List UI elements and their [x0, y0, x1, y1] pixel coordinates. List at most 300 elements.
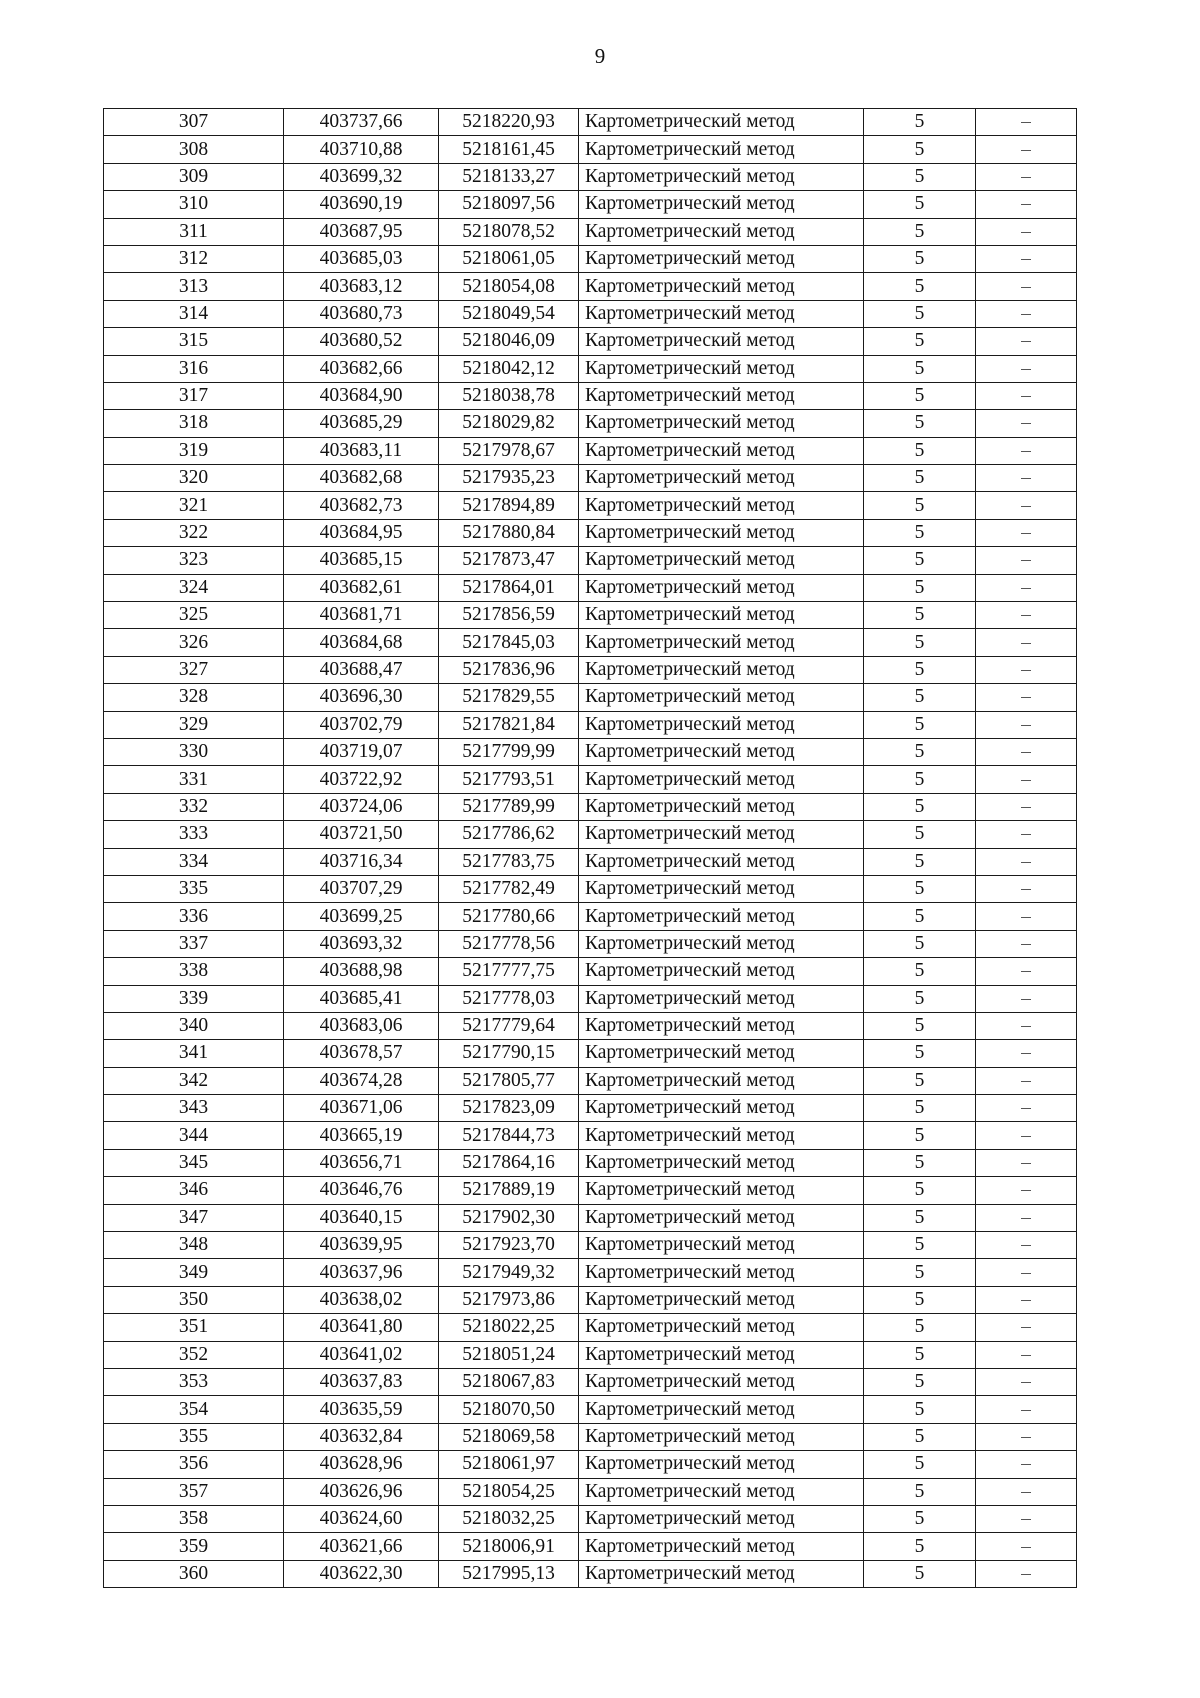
point-number-cell: 340: [104, 1012, 284, 1039]
accuracy-cell: 5: [864, 602, 976, 629]
y-coordinate-cell: 5218051,24: [439, 1341, 579, 1368]
note-cell: –: [976, 218, 1077, 245]
point-number-cell: 326: [104, 629, 284, 656]
method-cell: Картометрический метод: [579, 437, 864, 464]
table-row: [104, 766, 1077, 793]
accuracy-cell: 5: [864, 875, 976, 902]
y-coordinate-cell: 5217799,99: [439, 738, 579, 765]
method-cell: Картометрический метод: [579, 519, 864, 546]
note-cell: –: [976, 848, 1077, 875]
method-cell: Картометрический метод: [579, 1204, 864, 1231]
note-cell: –: [976, 958, 1077, 985]
x-coordinate-cell: 403678,57: [284, 1040, 439, 1067]
table-row: [104, 273, 1077, 300]
table-row: [104, 1067, 1077, 1094]
note-cell: –: [976, 1478, 1077, 1505]
y-coordinate-cell: 5217779,64: [439, 1012, 579, 1039]
point-number-cell: 339: [104, 985, 284, 1012]
point-number-cell: 338: [104, 958, 284, 985]
point-number-cell: 357: [104, 1478, 284, 1505]
accuracy-cell: 5: [864, 1451, 976, 1478]
y-coordinate-cell: 5218029,82: [439, 410, 579, 437]
x-coordinate-cell: 403685,41: [284, 985, 439, 1012]
table-row: [104, 903, 1077, 930]
accuracy-cell: 5: [864, 300, 976, 327]
note-cell: –: [976, 602, 1077, 629]
table-row: [104, 711, 1077, 738]
y-coordinate-cell: 5217856,59: [439, 602, 579, 629]
y-coordinate-cell: 5218220,93: [439, 109, 579, 136]
accuracy-cell: 5: [864, 1259, 976, 1286]
point-number-cell: 327: [104, 656, 284, 683]
x-coordinate-cell: 403693,32: [284, 930, 439, 957]
point-number-cell: 345: [104, 1149, 284, 1176]
note-cell: –: [976, 1368, 1077, 1395]
note-cell: –: [976, 985, 1077, 1012]
accuracy-cell: 5: [864, 1177, 976, 1204]
y-coordinate-cell: 5217845,03: [439, 629, 579, 656]
method-cell: Картометрический метод: [579, 355, 864, 382]
y-coordinate-cell: 5217873,47: [439, 547, 579, 574]
table-row: [104, 1560, 1077, 1587]
table-row: [104, 1505, 1077, 1532]
x-coordinate-cell: 403685,03: [284, 245, 439, 272]
note-cell: –: [976, 1396, 1077, 1423]
table-row: [104, 848, 1077, 875]
table-row: [104, 465, 1077, 492]
accuracy-cell: 5: [864, 492, 976, 519]
point-number-cell: 349: [104, 1259, 284, 1286]
method-cell: Картометрический метод: [579, 684, 864, 711]
note-cell: –: [976, 1012, 1077, 1039]
method-cell: Картометрический метод: [579, 136, 864, 163]
note-cell: –: [976, 1232, 1077, 1259]
x-coordinate-cell: 403622,30: [284, 1560, 439, 1587]
accuracy-cell: 5: [864, 848, 976, 875]
accuracy-cell: 5: [864, 1286, 976, 1313]
note-cell: –: [976, 1341, 1077, 1368]
note-cell: –: [976, 684, 1077, 711]
x-coordinate-cell: 403699,25: [284, 903, 439, 930]
note-cell: –: [976, 903, 1077, 930]
point-number-cell: 325: [104, 602, 284, 629]
method-cell: Картометрический метод: [579, 1423, 864, 1450]
accuracy-cell: 5: [864, 519, 976, 546]
x-coordinate-cell: 403681,71: [284, 602, 439, 629]
point-number-cell: 348: [104, 1232, 284, 1259]
table-row: [104, 602, 1077, 629]
x-coordinate-cell: 403688,98: [284, 958, 439, 985]
accuracy-cell: 5: [864, 1067, 976, 1094]
accuracy-cell: 5: [864, 629, 976, 656]
method-cell: Картометрический метод: [579, 1560, 864, 1587]
y-coordinate-cell: 5217805,77: [439, 1067, 579, 1094]
note-cell: –: [976, 821, 1077, 848]
y-coordinate-cell: 5218032,25: [439, 1505, 579, 1532]
method-cell: Картометрический метод: [579, 191, 864, 218]
point-number-cell: 332: [104, 793, 284, 820]
point-number-cell: 322: [104, 519, 284, 546]
note-cell: –: [976, 163, 1077, 190]
table-row: [104, 1451, 1077, 1478]
table-row: [104, 1204, 1077, 1231]
accuracy-cell: 5: [864, 1396, 976, 1423]
y-coordinate-cell: 5217995,13: [439, 1560, 579, 1587]
table-row: [104, 218, 1077, 245]
note-cell: –: [976, 1533, 1077, 1560]
table-row: [104, 1533, 1077, 1560]
note-cell: –: [976, 629, 1077, 656]
x-coordinate-cell: 403683,06: [284, 1012, 439, 1039]
note-cell: –: [976, 1505, 1077, 1532]
x-coordinate-cell: 403621,66: [284, 1533, 439, 1560]
method-cell: Картометрический метод: [579, 1177, 864, 1204]
x-coordinate-cell: 403696,30: [284, 684, 439, 711]
point-number-cell: 310: [104, 191, 284, 218]
note-cell: –: [976, 1177, 1077, 1204]
x-coordinate-cell: 403684,68: [284, 629, 439, 656]
y-coordinate-cell: 5218061,05: [439, 245, 579, 272]
accuracy-cell: 5: [864, 1149, 976, 1176]
note-cell: –: [976, 1423, 1077, 1450]
x-coordinate-cell: 403690,19: [284, 191, 439, 218]
x-coordinate-cell: 403724,06: [284, 793, 439, 820]
note-cell: –: [976, 355, 1077, 382]
method-cell: Картометрический метод: [579, 821, 864, 848]
table-row: [104, 1478, 1077, 1505]
point-number-cell: 355: [104, 1423, 284, 1450]
x-coordinate-cell: 403722,92: [284, 766, 439, 793]
x-coordinate-cell: 403665,19: [284, 1122, 439, 1149]
method-cell: Картометрический метод: [579, 766, 864, 793]
method-cell: Картометрический метод: [579, 793, 864, 820]
note-cell: –: [976, 109, 1077, 136]
point-number-cell: 343: [104, 1095, 284, 1122]
point-number-cell: 311: [104, 218, 284, 245]
accuracy-cell: 5: [864, 273, 976, 300]
method-cell: Картометрический метод: [579, 958, 864, 985]
point-number-cell: 336: [104, 903, 284, 930]
accuracy-cell: 5: [864, 191, 976, 218]
method-cell: Картометрический метод: [579, 1505, 864, 1532]
coordinates-table-body: [104, 109, 1077, 1588]
table-row: [104, 245, 1077, 272]
y-coordinate-cell: 5218022,25: [439, 1314, 579, 1341]
table-row: [104, 437, 1077, 464]
table-row: [104, 875, 1077, 902]
y-coordinate-cell: 5217935,23: [439, 465, 579, 492]
x-coordinate-cell: 403685,15: [284, 547, 439, 574]
x-coordinate-cell: 403721,50: [284, 821, 439, 848]
table-row: [104, 930, 1077, 957]
x-coordinate-cell: 403683,11: [284, 437, 439, 464]
x-coordinate-cell: 403640,15: [284, 1204, 439, 1231]
point-number-cell: 342: [104, 1067, 284, 1094]
y-coordinate-cell: 5218078,52: [439, 218, 579, 245]
y-coordinate-cell: 5218069,58: [439, 1423, 579, 1450]
point-number-cell: 353: [104, 1368, 284, 1395]
x-coordinate-cell: 403687,95: [284, 218, 439, 245]
point-number-cell: 359: [104, 1533, 284, 1560]
table-row: [104, 821, 1077, 848]
y-coordinate-cell: 5217864,16: [439, 1149, 579, 1176]
method-cell: Картометрический метод: [579, 629, 864, 656]
table-row: [104, 109, 1077, 136]
y-coordinate-cell: 5217844,73: [439, 1122, 579, 1149]
method-cell: Картометрический метод: [579, 492, 864, 519]
y-coordinate-cell: 5217949,32: [439, 1259, 579, 1286]
point-number-cell: 354: [104, 1396, 284, 1423]
accuracy-cell: 5: [864, 1122, 976, 1149]
method-cell: Картометрический метод: [579, 1012, 864, 1039]
note-cell: –: [976, 1204, 1077, 1231]
x-coordinate-cell: 403684,90: [284, 382, 439, 409]
table-row: [104, 1259, 1077, 1286]
accuracy-cell: 5: [864, 136, 976, 163]
point-number-cell: 313: [104, 273, 284, 300]
point-number-cell: 308: [104, 136, 284, 163]
accuracy-cell: 5: [864, 547, 976, 574]
x-coordinate-cell: 403637,96: [284, 1259, 439, 1286]
point-number-cell: 350: [104, 1286, 284, 1313]
note-cell: –: [976, 656, 1077, 683]
accuracy-cell: 5: [864, 1478, 976, 1505]
point-number-cell: 341: [104, 1040, 284, 1067]
point-number-cell: 307: [104, 109, 284, 136]
point-number-cell: 321: [104, 492, 284, 519]
note-cell: –: [976, 738, 1077, 765]
method-cell: Картометрический метод: [579, 109, 864, 136]
note-cell: –: [976, 492, 1077, 519]
x-coordinate-cell: 403682,68: [284, 465, 439, 492]
method-cell: Картометрический метод: [579, 410, 864, 437]
accuracy-cell: 5: [864, 574, 976, 601]
y-coordinate-cell: 5217864,01: [439, 574, 579, 601]
method-cell: Картометрический метод: [579, 1368, 864, 1395]
table-row: [104, 1314, 1077, 1341]
accuracy-cell: 5: [864, 656, 976, 683]
accuracy-cell: 5: [864, 1505, 976, 1532]
x-coordinate-cell: 403680,52: [284, 328, 439, 355]
method-cell: Картометрический метод: [579, 1122, 864, 1149]
method-cell: Картометрический метод: [579, 903, 864, 930]
method-cell: Картометрический метод: [579, 985, 864, 1012]
y-coordinate-cell: 5217829,55: [439, 684, 579, 711]
point-number-cell: 329: [104, 711, 284, 738]
table-row: [104, 1012, 1077, 1039]
point-number-cell: 344: [104, 1122, 284, 1149]
y-coordinate-cell: 5217778,03: [439, 985, 579, 1012]
accuracy-cell: 5: [864, 328, 976, 355]
point-number-cell: 315: [104, 328, 284, 355]
table-row: [104, 492, 1077, 519]
table-row: [104, 738, 1077, 765]
method-cell: Картометрический метод: [579, 1341, 864, 1368]
y-coordinate-cell: 5217894,89: [439, 492, 579, 519]
accuracy-cell: 5: [864, 1423, 976, 1450]
note-cell: –: [976, 328, 1077, 355]
table-row: [104, 793, 1077, 820]
table-row: [104, 519, 1077, 546]
accuracy-cell: 5: [864, 437, 976, 464]
method-cell: Картометрический метод: [579, 273, 864, 300]
note-cell: –: [976, 574, 1077, 601]
y-coordinate-cell: 5218061,97: [439, 1451, 579, 1478]
accuracy-cell: 5: [864, 766, 976, 793]
x-coordinate-cell: 403671,06: [284, 1095, 439, 1122]
y-coordinate-cell: 5217782,49: [439, 875, 579, 902]
note-cell: –: [976, 300, 1077, 327]
method-cell: Картометрический метод: [579, 218, 864, 245]
x-coordinate-cell: 403688,47: [284, 656, 439, 683]
x-coordinate-cell: 403682,66: [284, 355, 439, 382]
point-number-cell: 314: [104, 300, 284, 327]
accuracy-cell: 5: [864, 793, 976, 820]
note-cell: –: [976, 547, 1077, 574]
point-number-cell: 351: [104, 1314, 284, 1341]
note-cell: –: [976, 1040, 1077, 1067]
method-cell: Картометрический метод: [579, 1314, 864, 1341]
accuracy-cell: 5: [864, 684, 976, 711]
table-row: [104, 1040, 1077, 1067]
note-cell: –: [976, 1067, 1077, 1094]
method-cell: Картометрический метод: [579, 465, 864, 492]
method-cell: Картометрический метод: [579, 1259, 864, 1286]
x-coordinate-cell: 403674,28: [284, 1067, 439, 1094]
accuracy-cell: 5: [864, 711, 976, 738]
y-coordinate-cell: 5218161,45: [439, 136, 579, 163]
coordinates-table: [103, 108, 1077, 1588]
y-coordinate-cell: 5217780,66: [439, 903, 579, 930]
table-row: [104, 1095, 1077, 1122]
x-coordinate-cell: 403702,79: [284, 711, 439, 738]
y-coordinate-cell: 5217880,84: [439, 519, 579, 546]
accuracy-cell: 5: [864, 355, 976, 382]
point-number-cell: 309: [104, 163, 284, 190]
table-row: [104, 656, 1077, 683]
y-coordinate-cell: 5218097,56: [439, 191, 579, 218]
point-number-cell: 318: [104, 410, 284, 437]
point-number-cell: 316: [104, 355, 284, 382]
y-coordinate-cell: 5218042,12: [439, 355, 579, 382]
x-coordinate-cell: 403624,60: [284, 1505, 439, 1532]
method-cell: Картометрический метод: [579, 1286, 864, 1313]
y-coordinate-cell: 5218070,50: [439, 1396, 579, 1423]
table-row: [104, 547, 1077, 574]
method-cell: Картометрический метод: [579, 711, 864, 738]
accuracy-cell: 5: [864, 163, 976, 190]
accuracy-cell: 5: [864, 382, 976, 409]
accuracy-cell: 5: [864, 1040, 976, 1067]
accuracy-cell: 5: [864, 1232, 976, 1259]
point-number-cell: 324: [104, 574, 284, 601]
page-number: 9: [594, 44, 606, 68]
accuracy-cell: 5: [864, 821, 976, 848]
point-number-cell: 335: [104, 875, 284, 902]
y-coordinate-cell: 5217778,56: [439, 930, 579, 957]
table-row: [104, 328, 1077, 355]
method-cell: Картометрический метод: [579, 656, 864, 683]
point-number-cell: 337: [104, 930, 284, 957]
table-row: [104, 191, 1077, 218]
table-row: [104, 163, 1077, 190]
y-coordinate-cell: 5217789,99: [439, 793, 579, 820]
note-cell: –: [976, 1560, 1077, 1587]
x-coordinate-cell: 403632,84: [284, 1423, 439, 1450]
method-cell: Картометрический метод: [579, 300, 864, 327]
y-coordinate-cell: 5217786,62: [439, 821, 579, 848]
table-row: [104, 958, 1077, 985]
y-coordinate-cell: 5217793,51: [439, 766, 579, 793]
x-coordinate-cell: 403646,76: [284, 1177, 439, 1204]
table-row: [104, 985, 1077, 1012]
x-coordinate-cell: 403639,95: [284, 1232, 439, 1259]
point-number-cell: 320: [104, 465, 284, 492]
method-cell: Картометрический метод: [579, 1149, 864, 1176]
table-row: [104, 629, 1077, 656]
y-coordinate-cell: 5217902,30: [439, 1204, 579, 1231]
y-coordinate-cell: 5218049,54: [439, 300, 579, 327]
table-row: [104, 1149, 1077, 1176]
table-row: [104, 684, 1077, 711]
x-coordinate-cell: 403680,73: [284, 300, 439, 327]
y-coordinate-cell: 5217973,86: [439, 1286, 579, 1313]
note-cell: –: [976, 437, 1077, 464]
accuracy-cell: 5: [864, 738, 976, 765]
x-coordinate-cell: 403719,07: [284, 738, 439, 765]
point-number-cell: 328: [104, 684, 284, 711]
table-row: [104, 1396, 1077, 1423]
y-coordinate-cell: 5218133,27: [439, 163, 579, 190]
x-coordinate-cell: 403641,02: [284, 1341, 439, 1368]
table-row: [104, 1423, 1077, 1450]
point-number-cell: 330: [104, 738, 284, 765]
note-cell: –: [976, 766, 1077, 793]
method-cell: Картометрический метод: [579, 1396, 864, 1423]
accuracy-cell: 5: [864, 245, 976, 272]
y-coordinate-cell: 5217836,96: [439, 656, 579, 683]
table-row: [104, 1368, 1077, 1395]
y-coordinate-cell: 5218054,25: [439, 1478, 579, 1505]
note-cell: –: [976, 519, 1077, 546]
method-cell: Картометрический метод: [579, 1533, 864, 1560]
note-cell: –: [976, 1259, 1077, 1286]
method-cell: Картометрический метод: [579, 1040, 864, 1067]
point-number-cell: 317: [104, 382, 284, 409]
accuracy-cell: 5: [864, 930, 976, 957]
table-row: [104, 136, 1077, 163]
table-row: [104, 1286, 1077, 1313]
y-coordinate-cell: 5218038,78: [439, 382, 579, 409]
method-cell: Картометрический метод: [579, 875, 864, 902]
y-coordinate-cell: 5218054,08: [439, 273, 579, 300]
method-cell: Картометрический метод: [579, 163, 864, 190]
note-cell: –: [976, 191, 1077, 218]
point-number-cell: 334: [104, 848, 284, 875]
y-coordinate-cell: 5217978,67: [439, 437, 579, 464]
accuracy-cell: 5: [864, 1560, 976, 1587]
note-cell: –: [976, 711, 1077, 738]
y-coordinate-cell: 5217783,75: [439, 848, 579, 875]
x-coordinate-cell: 403628,96: [284, 1451, 439, 1478]
x-coordinate-cell: 403626,96: [284, 1478, 439, 1505]
note-cell: –: [976, 793, 1077, 820]
method-cell: Картометрический метод: [579, 245, 864, 272]
accuracy-cell: 5: [864, 109, 976, 136]
table-row: [104, 1122, 1077, 1149]
x-coordinate-cell: 403683,12: [284, 273, 439, 300]
method-cell: Картометрический метод: [579, 574, 864, 601]
